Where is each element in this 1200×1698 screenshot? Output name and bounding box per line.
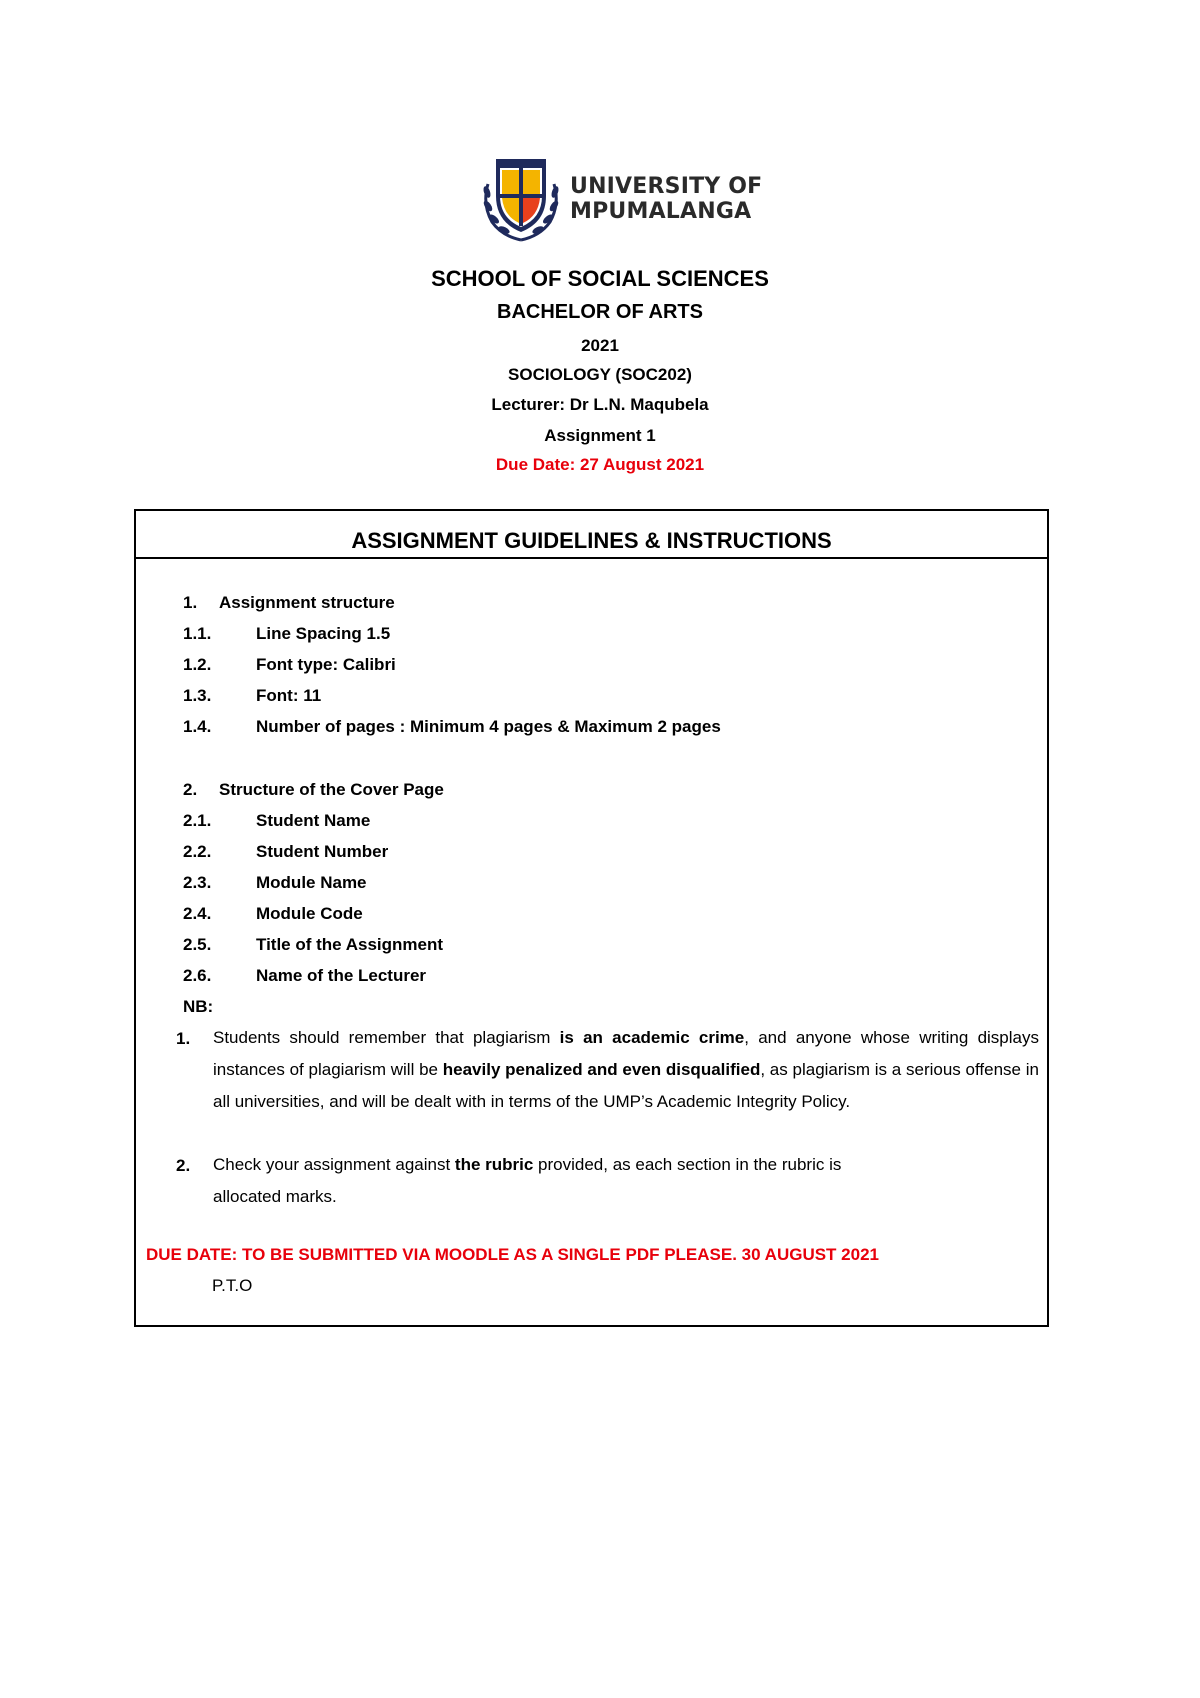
section-2-number: 2. [183,780,198,799]
section-1-label: Assignment structure [219,593,395,612]
guidelines-title: ASSIGNMENT GUIDELINES & INSTRUCTIONS [136,511,1047,559]
nb-item-2-number: 2. [176,1156,191,1175]
nb-item-2-text-c: allocated marks. [213,1187,337,1206]
university-logo [480,156,763,246]
section-1-number: 1. [183,593,198,612]
nb-item-2 [213,1149,1039,1213]
nb-item-1-bold-a: is an academic crime [559,1028,745,1047]
list-item-number: 1.2. [183,655,212,674]
logo-line-1: UNIVERSITY OF [570,174,763,199]
nb-item-2-text-b: provided, as each section in the rubric is [533,1155,842,1174]
list-item-number: 1.4. [183,717,212,736]
list-item: Number of pages : Minimum 4 pages & Maximum 2 pages [256,717,721,736]
list-item: Student Name [256,811,371,830]
nb-item-1-text-b: , and anyone whose writing displays instances of plagiarism will be [213,1028,1039,1079]
list-item-number: 2.4. [183,904,212,923]
year: 2021 [581,336,619,355]
list-item-number: 1.1. [183,624,212,643]
assignment-number: Assignment 1 [544,426,656,445]
nb-item-1-bold-b: heavily penalized and even disqualified [442,1060,761,1079]
list-item-number: 2.3. [183,873,212,892]
nb-item-1-text-c: , as plagiarism is a serious offense in all universities, and will be dealt with in terms of the UMP’s Academic Integrity Policy. [213,1060,1039,1111]
list-item: Font: 11 [256,686,322,705]
list-item: Line Spacing 1.5 [256,624,391,643]
pto-label: P.T.O [212,1276,253,1295]
list-item: Student Number [256,842,389,861]
due-date: Due Date: 27 August 2021 [495,455,705,474]
list-item: Name of the Lecturer [256,966,427,985]
school-title: SCHOOL OF SOCIAL SCIENCES [431,266,769,291]
list-item-number: 1.3. [183,686,212,705]
list-item: Title of the Assignment [256,935,444,954]
nb-item-1-text-a: Students should remember that plagiarism [213,1028,560,1047]
list-item: Font type: Calibri [256,655,396,674]
module-title: SOCIOLOGY (SOC202) [508,365,692,384]
nb-item-1-number: 1. [176,1029,191,1048]
list-item-number: 2.6. [183,966,212,985]
submission-due-note: DUE DATE: TO BE SUBMITTED VIA MOODLE AS A SINGLE PDF PLEASE. 30 AUGUST 2021 [146,1245,879,1264]
list-item: Module Code [256,904,363,923]
list-item-number: 2.5. [183,935,212,954]
degree-title: BACHELOR OF ARTS [497,301,703,323]
nb-item-2-bold: the rubric [454,1155,534,1174]
lecturer-name: Lecturer: Dr L.N. Maqubela [491,395,709,414]
list-item-number: 2.2. [183,842,212,861]
list-item-number: 2.1. [183,811,212,830]
nb-item-1 [213,1022,1039,1118]
crest-icon [480,156,562,244]
nb-item-2-text-a: Check your assignment against [213,1155,455,1174]
logo-line-2: MPUMALANGA [570,199,752,224]
nb-label: NB: [183,997,214,1016]
logo-wordmark [570,174,762,224]
section-2-label: Structure of the Cover Page [219,780,444,799]
list-item: Module Name [256,873,367,892]
